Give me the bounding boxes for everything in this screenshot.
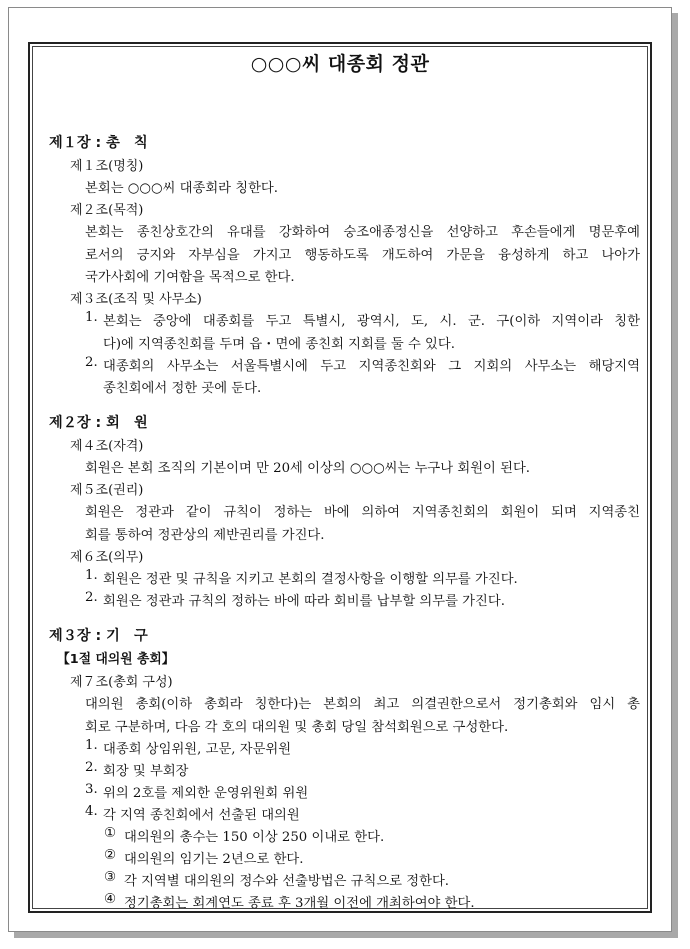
article-6-item-2-text: 회원은 정관과 규칙의 정하는 바에 따라 회비를 납부할 의무를 가진다. [103,594,505,609]
article-3-item-2-line-1: 대종회의 사무소는 서울특별시에 두고 지역종친회와 그 지회의 사무소는 해당지역 [103,359,640,374]
chapter-1-heading: 제１장 : 총 칙 [49,135,148,151]
article-7-item-4-text: 각 지역 종친회에서 선출된 대의원 [103,808,300,823]
article-2-line-2: 로서의 긍지와 자부심을 가지고 행동하도록 개도하여 가문을 융성하게 하고 나아가 [85,248,640,263]
article-7-subitem-4-num: ④ [104,892,116,907]
article-4-heading: 제４조(자격) [70,439,144,454]
document-page [8,7,672,932]
article-7-item-1-num: 1. [85,738,98,753]
article-7-subitem-2-text: 대의원의 임기는 2년으로 한다. [124,852,304,867]
article-7-item-3-text: 위의 2호를 제외한 운영위원회 위원 [103,786,309,801]
article-7-heading: 제７조(총회 구성) [70,675,173,690]
article-7-subitem-4-text: 정기총회는 회계연도 종료 후 3개월 이전에 개최하여야 한다. [124,896,475,911]
article-7-item-3-num: 3. [85,782,98,797]
article-7-item-2-num: 2. [85,760,98,775]
article-7-item-4-num: 4. [85,804,98,819]
article-5-line-1: 회원은 정관과 같이 규칙이 정하는 바에 의하여 지역종친회의 회원이 되며 지역종친 [85,505,640,520]
article-7-line-1: 대의원 총회(이하 총회라 칭한다)는 본회의 최고 의결권한으로서 정기총회와 임시 총 [85,697,640,712]
chapter-2-heading: 제２장 : 회 원 [49,415,148,431]
article-4-body: 회원은 본회 조직의 기본이며 만 20세 이상의 ○○○씨는 누구나 회원이 된다. [85,461,531,476]
article-2-heading: 제２조(목적) [70,203,144,218]
article-7-subitem-3-num: ③ [104,870,116,885]
article-2-line-3: 국가사회에 기여함을 목적으로 한다. [85,270,295,285]
article-6-item-1-text: 회원은 정관 및 규칙을 지키고 본회의 결정사항을 이행할 의무를 가진다. [103,572,518,587]
article-5-line-2: 회를 통하여 정관상의 제반권리를 가진다. [85,528,325,543]
article-7-subitem-2-num: ② [104,848,116,863]
article-3-item-2-num: 2. [85,355,98,370]
section-1-heading: 【1절 대의원 총회】 [57,652,175,667]
article-7-item-2-text: 회장 및 부회장 [103,764,189,779]
article-2-line-1: 본회는 종친상호간의 유대를 강화하여 숭조애종정신을 선양하고 후손들에게 명문후예 [85,225,640,240]
article-6-item-1-num: 1. [85,568,98,583]
article-7-item-1-text: 대종회 상임위원, 고문, 자문위원 [103,742,292,757]
article-3-item-1-line-1: 본회는 중앙에 대종회를 두고 특별시, 광역시, 도, 시. 군. 구(이하 지역이라 칭한 [103,314,640,329]
article-1-heading: 제１조(명칭) [70,159,144,174]
chapter-3-heading: 제３장 : 기 구 [49,628,148,644]
article-7-line-2: 회로 구분하며, 다음 각 호의 대의원 및 총회 당일 참석회원으로 구성한다. [85,720,509,735]
article-3-item-2-line-2: 종친회에서 정한 곳에 둔다. [103,381,262,396]
article-3-item-1-line-2: 다)에 지역종친회를 두며 읍・면에 종친회 지회를 둘 수 있다. [103,337,455,352]
article-1-body: 본회는 ○○○씨 대종회라 칭한다. [85,181,279,196]
article-6-item-2-num: 2. [85,590,98,605]
article-5-heading: 제５조(권리) [70,483,144,498]
article-6-heading: 제６조(의무) [70,550,144,565]
article-7-subitem-1-text: 대의원의 총수는 150 이상 250 이내로 한다. [124,830,385,845]
article-3-heading: 제３조(조직 및 사무소) [70,292,202,307]
document-title: ○○○씨 대종회 정관 [250,53,430,75]
article-3-item-1-num: 1. [85,310,98,325]
article-7-subitem-1-num: ① [104,826,116,841]
article-7-subitem-3-text: 각 지역별 대의원의 정수와 선출방법은 규칙으로 정한다. [124,874,450,889]
